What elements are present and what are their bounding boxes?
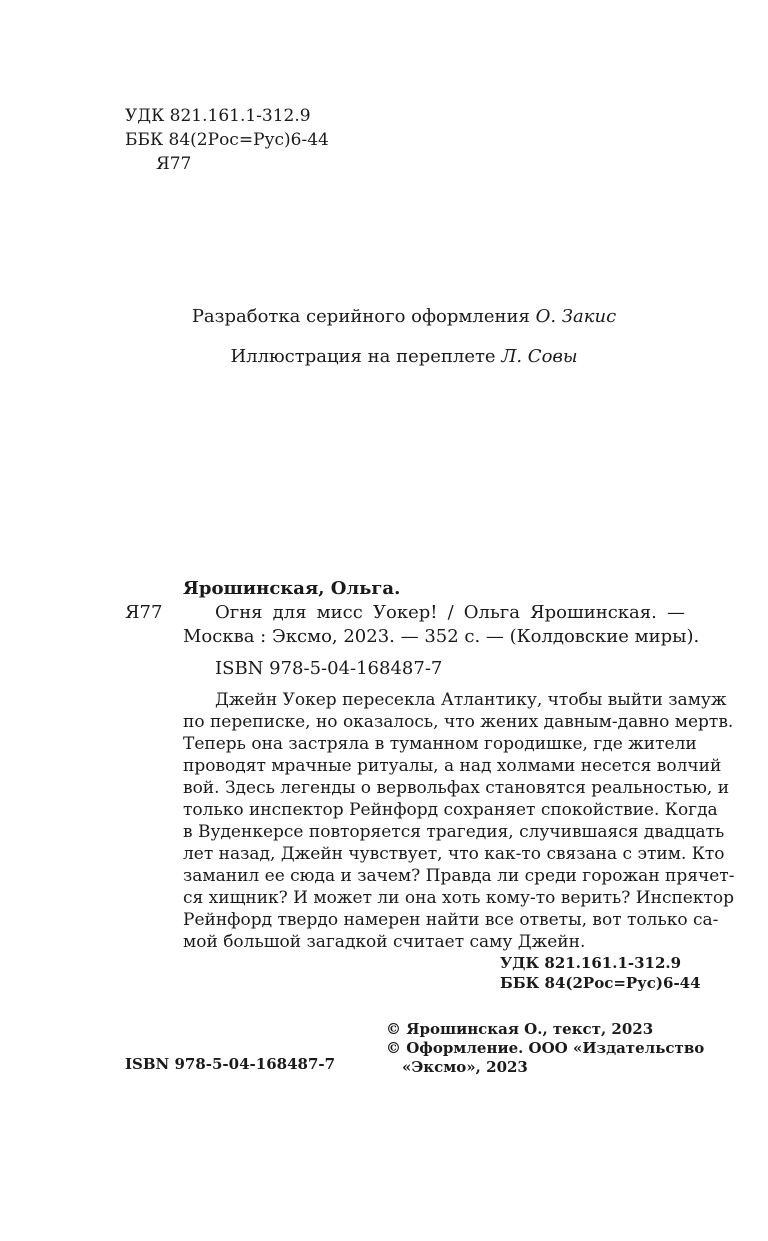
annotation-line: только инспектор Рейнфорд сохраняет спокойствие. Когда — [183, 800, 718, 820]
annotation-line: вой. Здесь легенды о вервольфах становятся реальностью, и — [183, 778, 730, 798]
top-udk-code: УДК 821.161.1-312.9 — [125, 106, 311, 126]
bottom-udk-code: УДК 821.161.1-312.9 — [500, 954, 682, 972]
annotation-line: по переписке, но оказалось, что жених давным-давно мертв. — [183, 712, 734, 732]
illustration-label: Иллюстрация на переплете — [230, 346, 496, 367]
series-design-name: О. Закис — [535, 306, 617, 327]
catalog-isbn: ISBN 978-5-04-168487-7 — [215, 658, 443, 679]
top-bbk-code: ББК 84(2Рос=Рус)6-44 — [125, 130, 329, 150]
isbn-footer: ISBN 978-5-04-168487-7 — [125, 1055, 336, 1073]
author-sign: Я77 — [125, 602, 163, 623]
series-design-credit — [0, 305, 768, 329]
copyright-line-1: © Ярошинская О., текст, 2023 — [386, 1020, 654, 1038]
annotation-line: в Вуденкерсе повторяется трагедия, случившаяся двадцать — [183, 822, 725, 842]
bottom-bbk-code: ББК 84(2Рос=Рус)6-44 — [500, 974, 701, 992]
illustration-name: Л. Совы — [501, 346, 578, 367]
annotation-line: Джейн Уокер пересекла Атлантику, чтобы выйти замуж — [215, 690, 727, 710]
annotation-line: лет назад, Джейн чувствует, что как-то связана с этим. Кто — [183, 844, 725, 864]
illustration-credit — [0, 345, 768, 369]
title-line-1: Огня для мисс Уокер! / Ольга Ярошинская. — — [215, 602, 685, 623]
annotation-line: мой большой загадкой считает саму Джейн. — [183, 932, 586, 952]
annotation-line: Рейнфорд твердо намерен найти все ответы, вот только са- — [183, 910, 719, 930]
annotation-line: Теперь она застряла в туманном городишке, где жители — [183, 734, 697, 754]
author-heading: Ярошинская, Ольга. — [183, 578, 401, 599]
annotation-line: проводят мрачные ритуалы, а над холмами несется волчий — [183, 756, 722, 776]
top-author-sign: Я77 — [156, 154, 192, 174]
annotation-line: ся хищник? И может ли она хоть кому-то верить? Инспектор — [183, 888, 735, 908]
annotation-line: заманил ее сюда и зачем? Правда ли среди горожан прячет- — [183, 866, 735, 886]
title-line-2: Москва : Эксмо, 2023. — 352 с. — (Колдовские миры). — [183, 626, 700, 647]
copyright-line-2: © Оформление. ООО «Издательство — [386, 1039, 705, 1057]
copyright-line-3: «Эксмо», 2023 — [402, 1058, 528, 1076]
series-design-label: Разработка серийного оформления — [191, 306, 530, 327]
